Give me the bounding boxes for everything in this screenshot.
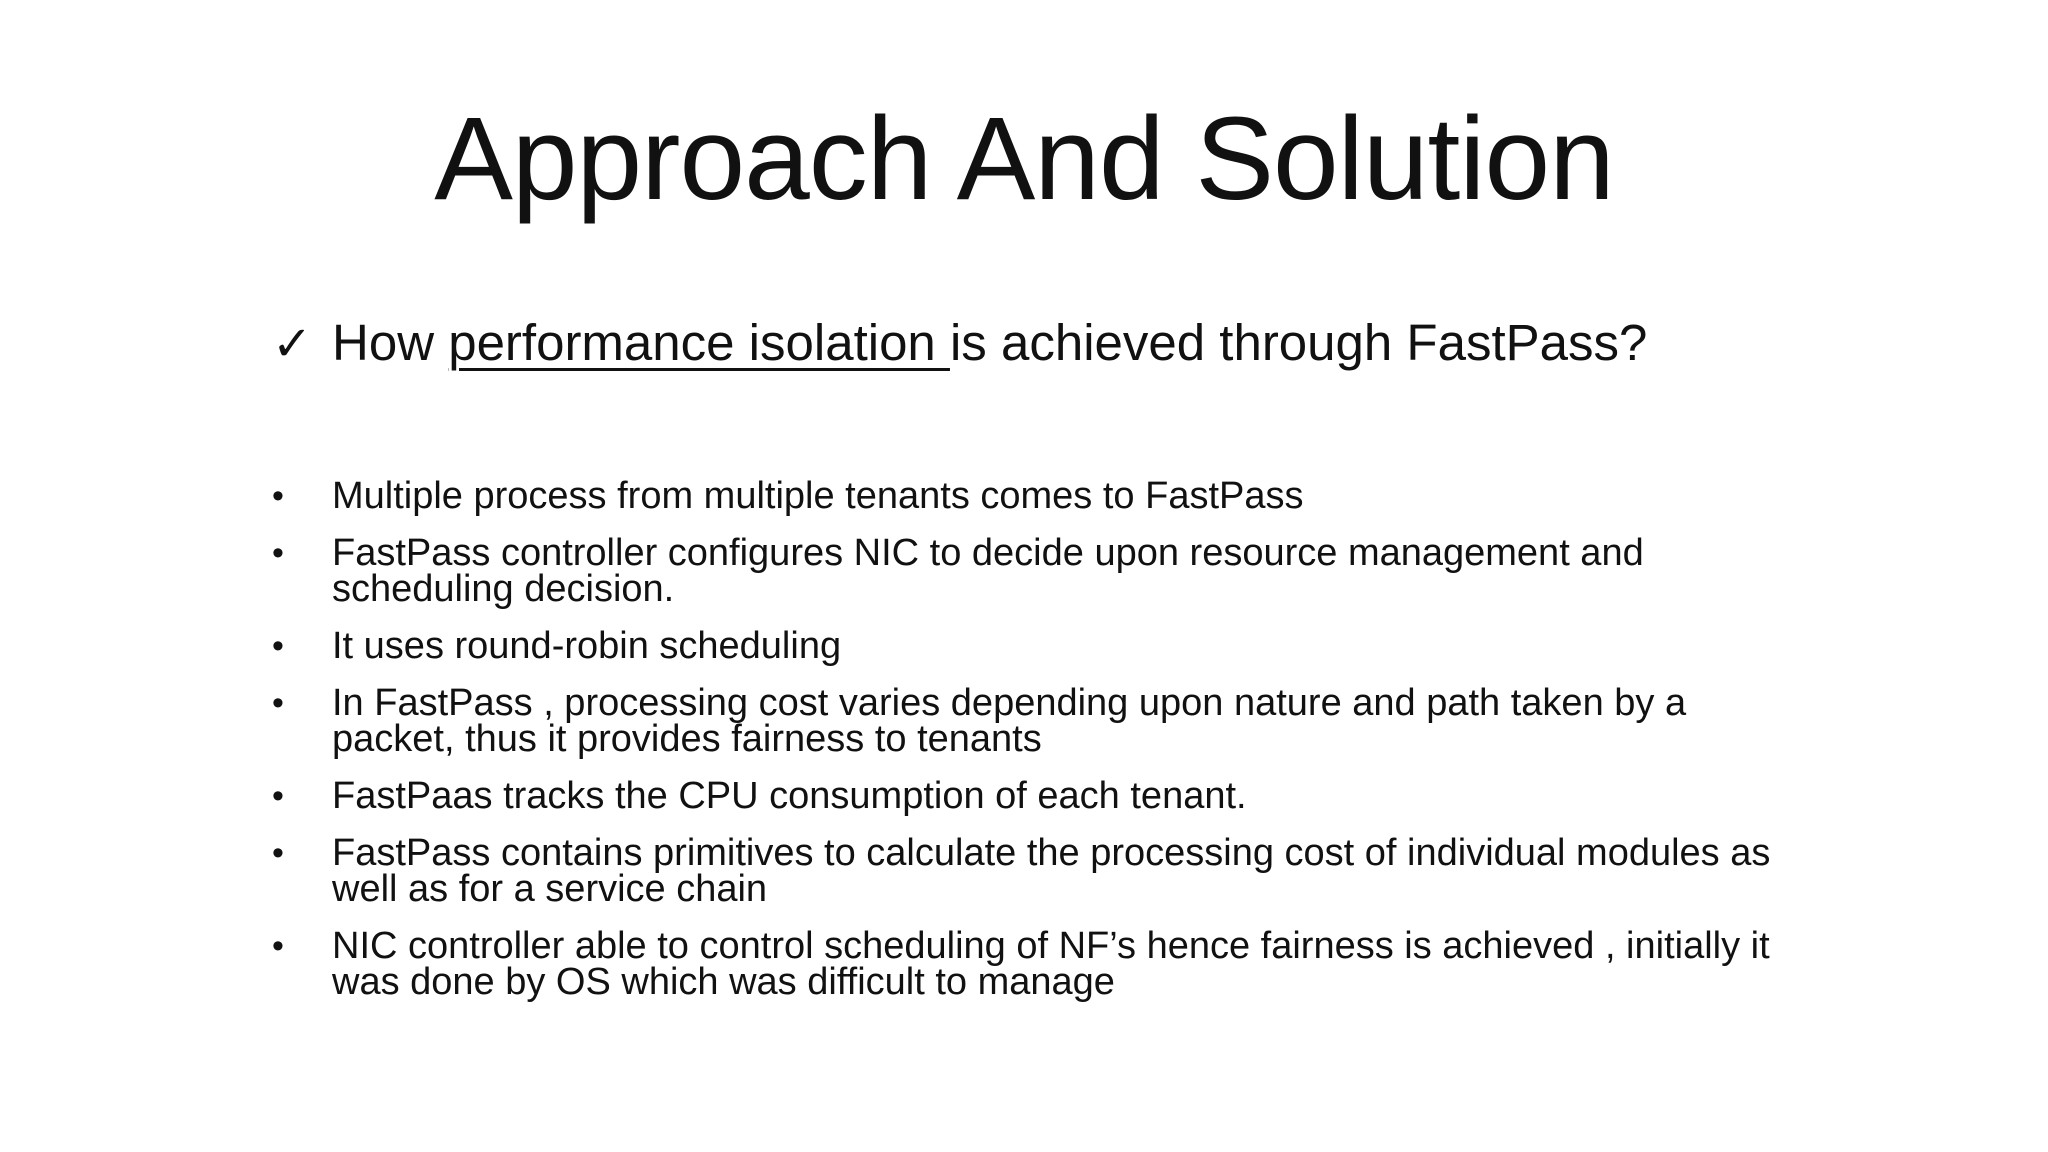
question-underlined-term: performance isolation [448,314,950,371]
bullet-icon: • [272,777,284,815]
bullet-icon: • [272,927,284,965]
question-prefix: How [332,314,449,371]
bullet-item [272,532,1812,610]
bullet-item [272,832,1812,910]
slide-title: Approach And Solution [434,93,1614,225]
bullet-text: In FastPass , processing cost varies depending upon nature and path taken by a packet, thus it provides fairness to tenants [332,682,1687,760]
bullet-icon: • [272,834,284,872]
bullet-text: FastPass contains primitives to calculate the processing cost of individual modules as well as for a service chain [332,832,1771,910]
bullet-item [272,775,1812,817]
bullet-text: NIC controller able to control scheduling of NF’s hence fairness is achieved , initially it was done by OS which was difficult to manage [332,925,1770,1003]
bullet-icon: • [272,477,284,515]
bullet-item [272,625,1812,667]
checkmark-icon: ✓ [272,318,313,371]
question-suffix: is achieved through FastPass? [949,314,1648,371]
bullet-icon: • [272,534,284,572]
bullet-item [272,925,1812,1003]
bullet-text: It uses round-robin scheduling [332,625,842,667]
bullet-icon: • [272,684,284,722]
question-heading [272,312,1647,374]
bullet-text: FastPaas tracks the CPU consumption of each tenant. [332,775,1247,817]
bullet-item [272,475,1812,517]
bullet-icon: • [272,627,284,665]
bullet-item [272,682,1812,760]
bullet-list [272,475,1812,1021]
bullet-text: FastPass controller configures NIC to decide upon resource management and scheduling decision. [332,532,1644,610]
bullet-text: Multiple process from multiple tenants comes to FastPass [332,475,1304,517]
